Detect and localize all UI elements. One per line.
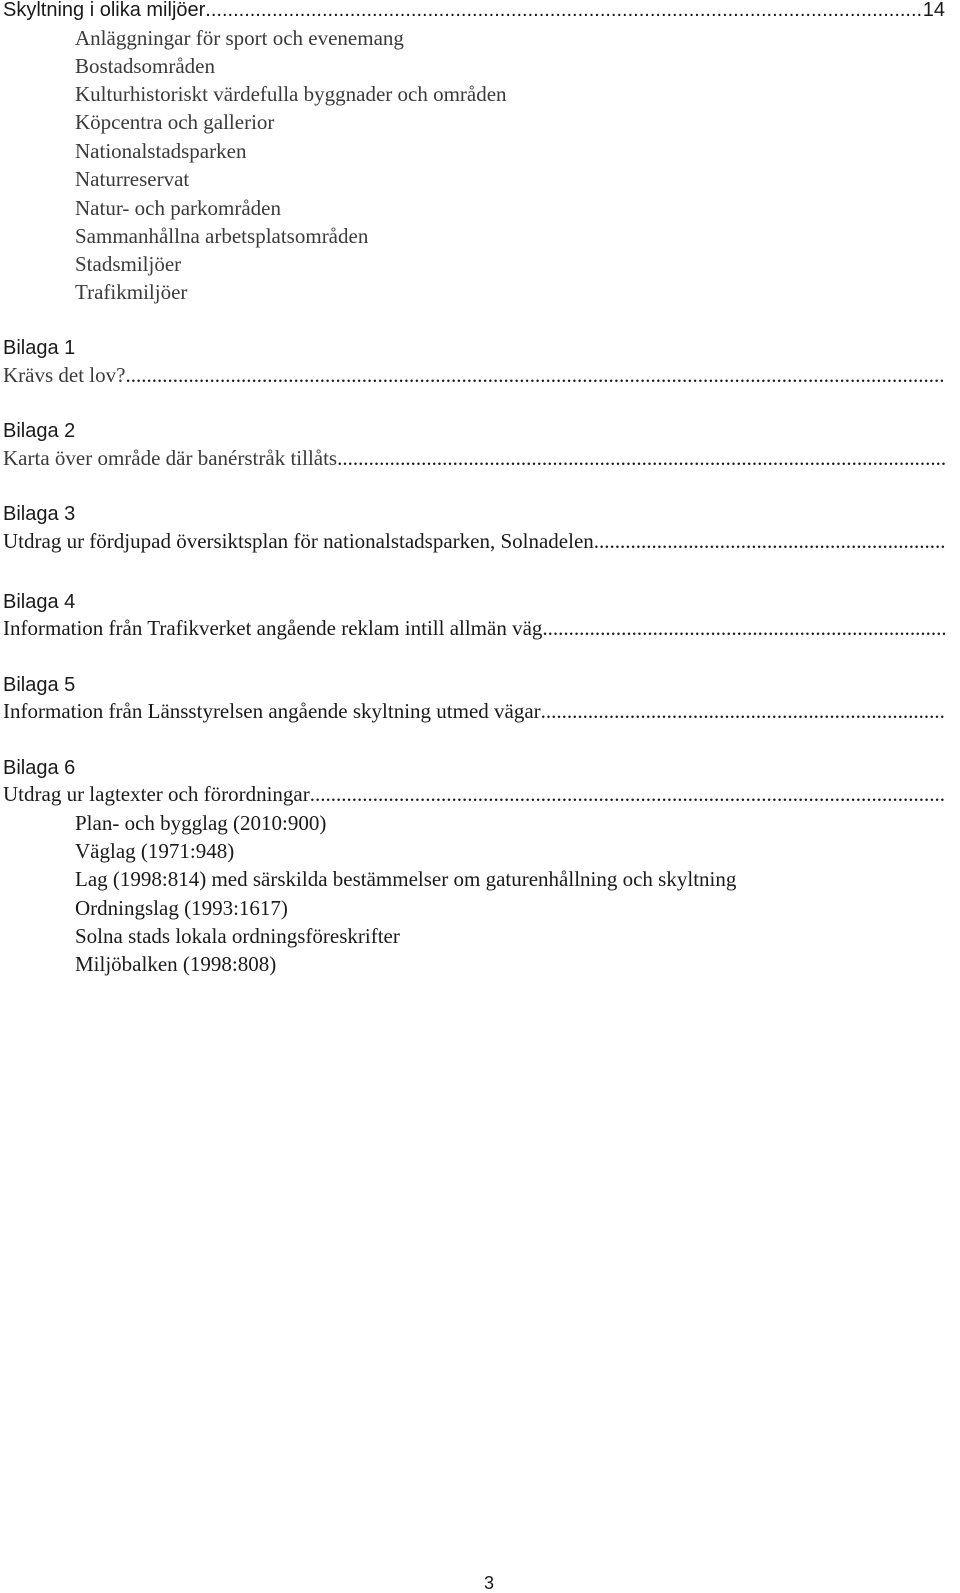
toc-entry-skyltning[interactable]: [3, 0, 945, 22]
toc-entry-bilaga-6[interactable]: [3, 781, 945, 807]
toc-subitem[interactable]: Lag (1998:814) med särskilda bestämmelser om gaturenhållning och skyltning: [75, 867, 737, 891]
toc-leader-dots: [205, 0, 922, 22]
toc-entry-text: Information från Trafikverket angående reklam intill allmän väg: [3, 616, 543, 640]
toc-subitem[interactable]: Natur- och parkområden: [75, 196, 281, 220]
toc-entry-text: Information från Länsstyrelsen angående skyltning utmed vägar: [3, 699, 541, 723]
toc-subitem[interactable]: Miljöbalken (1998:808): [75, 952, 277, 976]
toc-subitem[interactable]: Bostadsområden: [75, 54, 215, 78]
toc-entry-bilaga-4[interactable]: [3, 615, 945, 641]
toc-leader-dots: [541, 698, 945, 724]
toc-subitem[interactable]: Väglag (1971:948): [75, 839, 235, 863]
toc-entry-text: Karta över område där banérstråk tillåts: [3, 446, 338, 470]
toc-subitem[interactable]: Köpcentra och gallerior: [75, 110, 275, 134]
toc-subitem[interactable]: Solna stads lokala ordningsföreskrifter: [75, 924, 400, 948]
toc-leader-dots: [542, 615, 945, 641]
toc-entry-bilaga-5[interactable]: [3, 698, 945, 724]
toc-leader-dots: [594, 528, 945, 554]
toc-leader-dots: [125, 362, 945, 388]
toc-entry-text: Skyltning i olika miljöer: [3, 0, 206, 21]
toc-entry-bilaga-2[interactable]: [3, 445, 945, 471]
toc-subitem[interactable]: Sammanhållna arbetsplatsområden: [75, 224, 369, 248]
toc-subitem[interactable]: Anläggningar för sport och evenemang: [75, 26, 404, 50]
bilaga-2-heading: Bilaga 2: [3, 420, 76, 442]
bilaga-4-heading: Bilaga 4: [3, 591, 76, 613]
bilaga-5-heading: Bilaga 5: [3, 674, 76, 696]
bilaga-1-heading: Bilaga 1: [3, 337, 76, 359]
page-number: 3: [484, 1573, 495, 1593]
toc-leader-dots: [337, 445, 945, 471]
toc-entry-text: Utdrag ur fördjupad översiktsplan för nationalstadsparken, Solnadelen: [3, 529, 594, 553]
toc-subitem[interactable]: Kulturhistoriskt värdefulla byggnader och områden: [75, 82, 507, 106]
toc-subitem[interactable]: Trafikmiljöer: [75, 280, 188, 304]
toc-subitem[interactable]: Naturreservat: [75, 167, 190, 191]
toc-subitem[interactable]: Nationalstadsparken: [75, 139, 247, 163]
toc-entry-bilaga-1[interactable]: [3, 362, 945, 388]
toc-subitem[interactable]: Stadsmiljöer: [75, 252, 182, 276]
toc-subitem[interactable]: Plan- och bygglag (2010:900): [75, 811, 327, 835]
toc-subitem[interactable]: Ordningslag (1993:1617): [75, 896, 288, 920]
toc-entry-text: Utdrag ur lagtexter och förordningar: [3, 782, 310, 806]
toc-page-number: 14: [922, 0, 945, 21]
toc-leader-dots: [310, 781, 945, 807]
toc-entry-text: Krävs det lov?: [3, 363, 126, 387]
toc-entry-bilaga-3[interactable]: [3, 528, 945, 554]
bilaga-3-heading: Bilaga 3: [3, 503, 76, 525]
bilaga-6-heading: Bilaga 6: [3, 757, 76, 779]
